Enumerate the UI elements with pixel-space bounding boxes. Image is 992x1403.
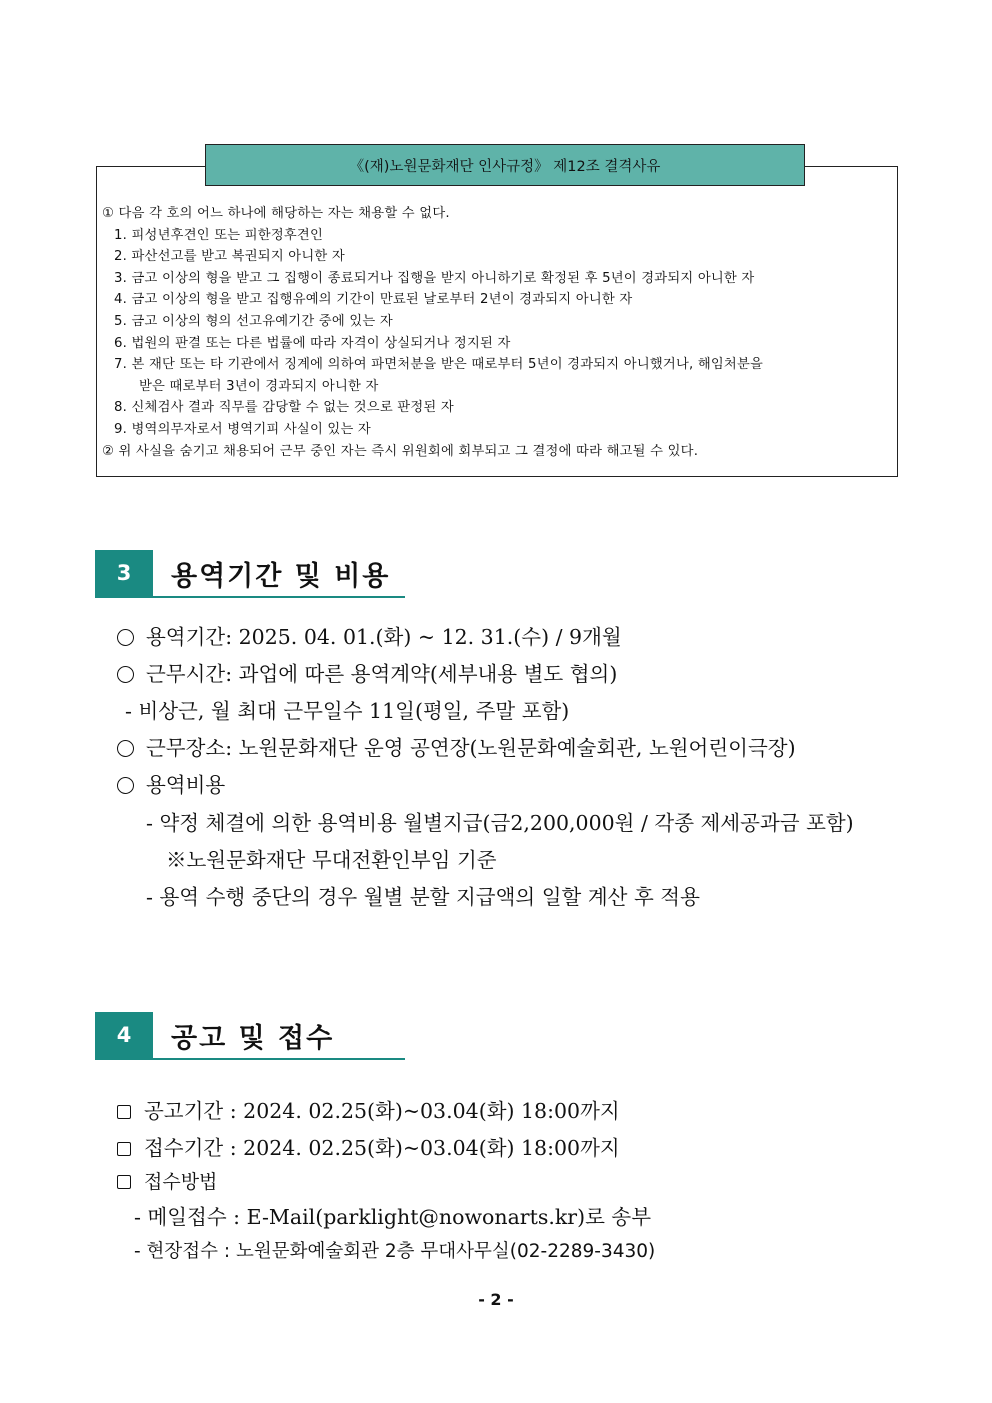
- rules-title: [205, 144, 805, 186]
- rules-item: 9. 병역의무자로서 병역기피 사실이 있는 자: [114, 421, 371, 437]
- rules-item: 2. 파산선고를 받고 복권되지 아니한 자: [114, 249, 345, 265]
- work-hours-detail: - 비상근, 월 최대 근무일수 11일(평일, 주말 포함): [125, 699, 570, 723]
- method-onsite: - 현장접수 : 노원문화예술회관 2층 무대사무실(02-2289-3430): [134, 1241, 656, 1262]
- rules-paragraph: ② 위 사실을 숨기고 채용되어 근무 중인 자는 즉시 위원회에 회부되고 그 결정에 따라 해고될 수 있다.: [102, 443, 699, 459]
- work-hours-text: 근무시간: 과업에 따른 용역계약(세부내용 별도 협의): [146, 662, 618, 686]
- receipt-method: [117, 1167, 217, 1194]
- section-4-number: 4: [95, 1012, 153, 1058]
- work-place-text: 근무장소: 노원문화재단 운영 공연장(노원문화예술회관, 노원어린이극장): [146, 736, 796, 760]
- receipt-method-text: 접수방법: [144, 1171, 218, 1193]
- rules-item: 1. 피성년후견인 또는 피한정후견인: [114, 227, 323, 243]
- section-4-title: 공고 및 접수: [171, 1023, 335, 1054]
- square-bullet-icon: [117, 1105, 131, 1119]
- rules-item: 4. 금고 이상의 형을 받고 집행유예의 기간이 만료된 날로부터 2년이 경과되지 아니한 자: [114, 292, 633, 308]
- rules-item: 받은 때로부터 3년이 경과되지 아니한 자: [139, 378, 379, 394]
- page-number: - 2 -: [478, 1290, 514, 1309]
- rules-item: 3. 금고 이상의 형을 받고 그 집행이 종료되거나 집행을 받지 아니하기로 확정된 후 5년이 경과되지 아니한 자: [114, 270, 755, 286]
- square-bullet-icon: [117, 1175, 131, 1189]
- receipt-period-text: 접수기간 : 2024. 02.25(화)~03.04(화) 18:00까지: [144, 1136, 620, 1160]
- rules-item: 6. 법원의 판결 또는 다른 법률에 따라 자격이 상실되거나 정지된 자: [114, 335, 511, 351]
- rules-list: [102, 203, 894, 462]
- receipt-period: [117, 1131, 620, 1161]
- rules-item: 8. 신체검사 결과 직무를 감당할 수 없는 것으로 판정된 자: [114, 400, 454, 416]
- circle-bullet-icon: [117, 740, 134, 757]
- notice-period-text: 공고기간 : 2024. 02.25(화)~03.04(화) 18:00까지: [144, 1099, 620, 1123]
- method-email: - 메일접수 : E-Mail(parklight@nowonarts.kr)로 송부: [134, 1205, 652, 1229]
- service-cost-text: 용역비용: [146, 773, 226, 797]
- notice-period: [117, 1094, 620, 1124]
- section-4-heading: [95, 1012, 405, 1060]
- rules-item: 7. 본 재단 또는 타 기관에서 징계에 의하여 파면처분을 받은 때로부터 5년이 경과되지 아니했거나, 해임처분을: [114, 357, 764, 373]
- square-bullet-icon: [117, 1142, 131, 1156]
- work-hours: [117, 657, 617, 687]
- section-3-number: 3: [95, 550, 153, 596]
- service-cost-detail-1: - 약정 체결에 의한 용역비용 월별지급(금2,200,000원 / 각종 제세공과금 포함): [146, 811, 854, 835]
- circle-bullet-icon: [117, 666, 134, 683]
- circle-bullet-icon: [117, 629, 134, 646]
- circle-bullet-icon: [117, 777, 134, 794]
- rules-item: 5. 금고 이상의 형의 선고유예기간 중에 있는 자: [114, 313, 393, 329]
- work-place: [117, 731, 796, 761]
- service-period-text: 용역기간: 2025. 04. 01.(화) ~ 12. 31.(수) / 9개월: [146, 625, 622, 649]
- rules-paragraph: ① 다음 각 호의 어느 하나에 해당하는 자는 채용할 수 없다.: [102, 206, 450, 221]
- section-3-underline: [95, 596, 405, 598]
- section-4-underline: [95, 1058, 405, 1060]
- service-cost-note: ※노원문화재단 무대전환인부임 기준: [166, 848, 497, 872]
- section-3-heading: [95, 550, 405, 598]
- service-cost-detail-2: - 용역 수행 중단의 경우 월별 분할 지급액의 일할 계산 후 적용: [146, 885, 700, 909]
- section-3-title: 용역기간 및 비용: [171, 561, 391, 592]
- service-cost: [117, 768, 225, 798]
- service-period: [117, 620, 622, 650]
- rules-title-text: 《(재)노원문화재단 인사규정》 제12조 결격사유: [349, 158, 661, 175]
